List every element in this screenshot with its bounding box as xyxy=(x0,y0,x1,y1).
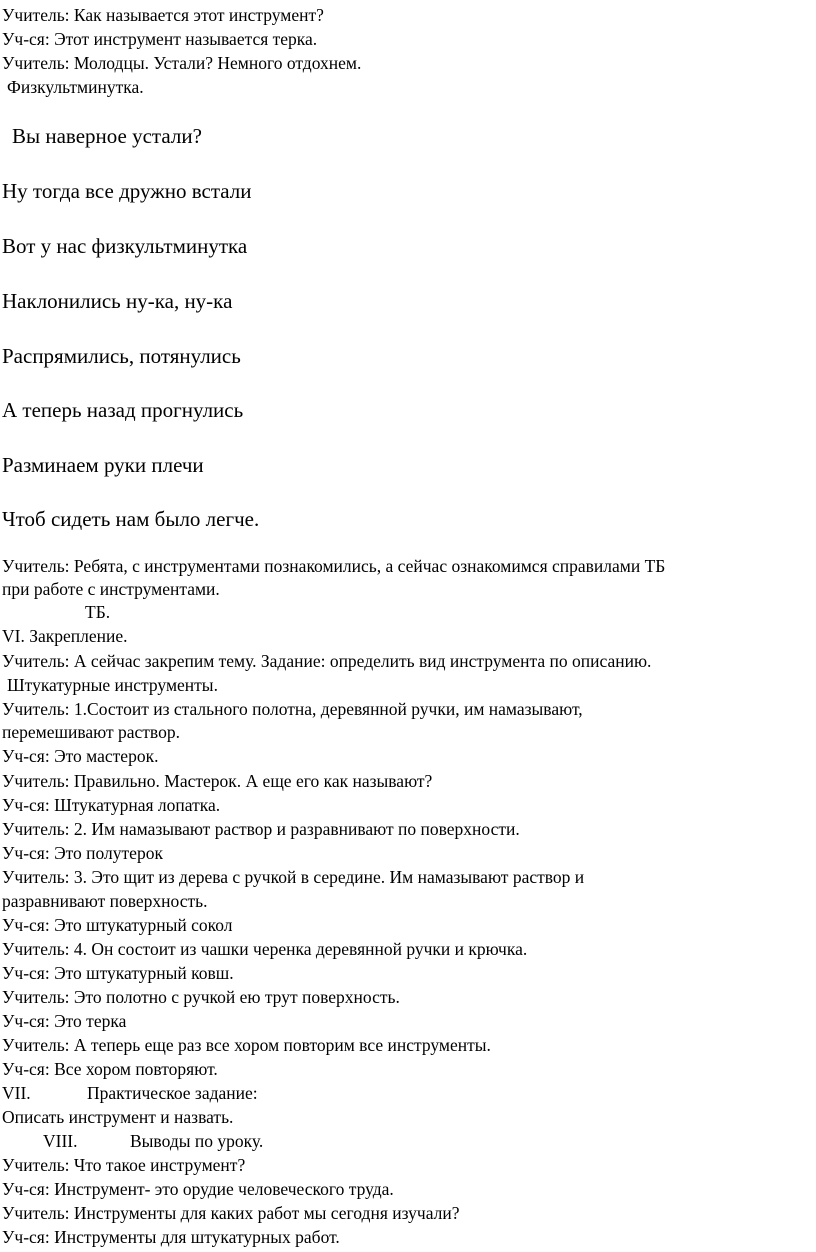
text-line: Учитель: А сейчас закрепим тему. Задание: определить вид инструмента по описанию. xyxy=(2,651,652,671)
text-line: Учитель: Правильно. Мастерок. А еще его как называют? xyxy=(2,771,433,791)
section-heading: VI. Закрепление. xyxy=(2,626,128,646)
text-line: Учитель: А теперь еще раз все хором повторим все инструменты. xyxy=(2,1035,491,1055)
text-line: Уч-ся: Инструмент- это орудие человеческого труда. xyxy=(2,1179,394,1199)
text-line: разравнивают поверхность. xyxy=(2,891,208,911)
section-heading: ТБ. xyxy=(85,602,111,622)
text-line: Учитель: Как называется этот инструмент? xyxy=(2,5,324,25)
text-line: Уч-ся: Это штукатурный сокол xyxy=(2,915,233,935)
text-line: при работе с инструментами. xyxy=(2,579,220,599)
text-line: Учитель: 1.Состоит из стального полотна, деревянной ручки, им намазывают, xyxy=(2,699,583,719)
poem-line: Чтоб сидеть нам было легче. xyxy=(2,507,260,531)
text-line: Учитель: Молодцы. Устали? Немного отдохнем. xyxy=(2,53,362,73)
section-heading: Штукатурные инструменты. xyxy=(7,675,218,695)
section-heading: Практическое задание: xyxy=(87,1083,258,1103)
poem-line: Наклонились ну-ка, ну-ка xyxy=(2,289,233,313)
poem-line: Вы наверное устали? xyxy=(12,124,202,148)
text-line: Учитель: Что такое инструмент? xyxy=(2,1155,246,1175)
section-number: VIII. xyxy=(43,1131,78,1151)
text-line: перемешивают раствор. xyxy=(2,722,180,742)
section-number: VII. xyxy=(2,1083,31,1103)
poem-line: Ну тогда все дружно встали xyxy=(2,179,252,203)
text-line: Описать инструмент и назвать. xyxy=(2,1107,234,1127)
section-heading: Выводы по уроку. xyxy=(130,1131,264,1151)
text-line: Уч-ся: Штукатурная лопатка. xyxy=(2,795,221,815)
text-line: Уч-ся: Это мастерок. xyxy=(2,746,159,766)
text-line: Учитель: 4. Он состоит из чашки черенка деревянной ручки и крючка. xyxy=(2,939,528,959)
text-line: Учитель: 3. Это щит из дерева с ручкой в середине. Им намазывают раствор и xyxy=(2,867,585,887)
poem-line: А теперь назад прогнулись xyxy=(2,398,244,422)
poem-line: Распрямились, потянулись xyxy=(2,344,241,368)
section-heading: Физкультминутка. xyxy=(7,77,144,97)
poem-line: Вот у нас физкультминутка xyxy=(2,234,248,258)
text-line: Уч-ся: Все хором повторяют. xyxy=(2,1059,218,1079)
text-line: Уч-ся: Это терка xyxy=(2,1011,127,1031)
text-line: Учитель: Инструменты для каких работ мы сегодня изучали? xyxy=(2,1203,460,1223)
text-line: Уч-ся: Этот инструмент называется терка. xyxy=(2,29,318,49)
text-line: Уч-ся: Это штукатурный ковш. xyxy=(2,963,234,983)
text-line: Учитель: Ребята, с инструментами познакомились, а сейчас ознакомимся справилами ТБ xyxy=(2,556,666,576)
text-line: Уч-ся: Инструменты для штукатурных работ. xyxy=(2,1227,340,1247)
text-line: Уч-ся: Это полутерок xyxy=(2,843,163,863)
poem-line: Разминаем руки плечи xyxy=(2,453,204,477)
text-line: Учитель: 2. Им намазывают раствор и разравнивают по поверхности. xyxy=(2,819,520,839)
text-line: Учитель: Это полотно с ручкой ею трут поверхность. xyxy=(2,987,400,1007)
